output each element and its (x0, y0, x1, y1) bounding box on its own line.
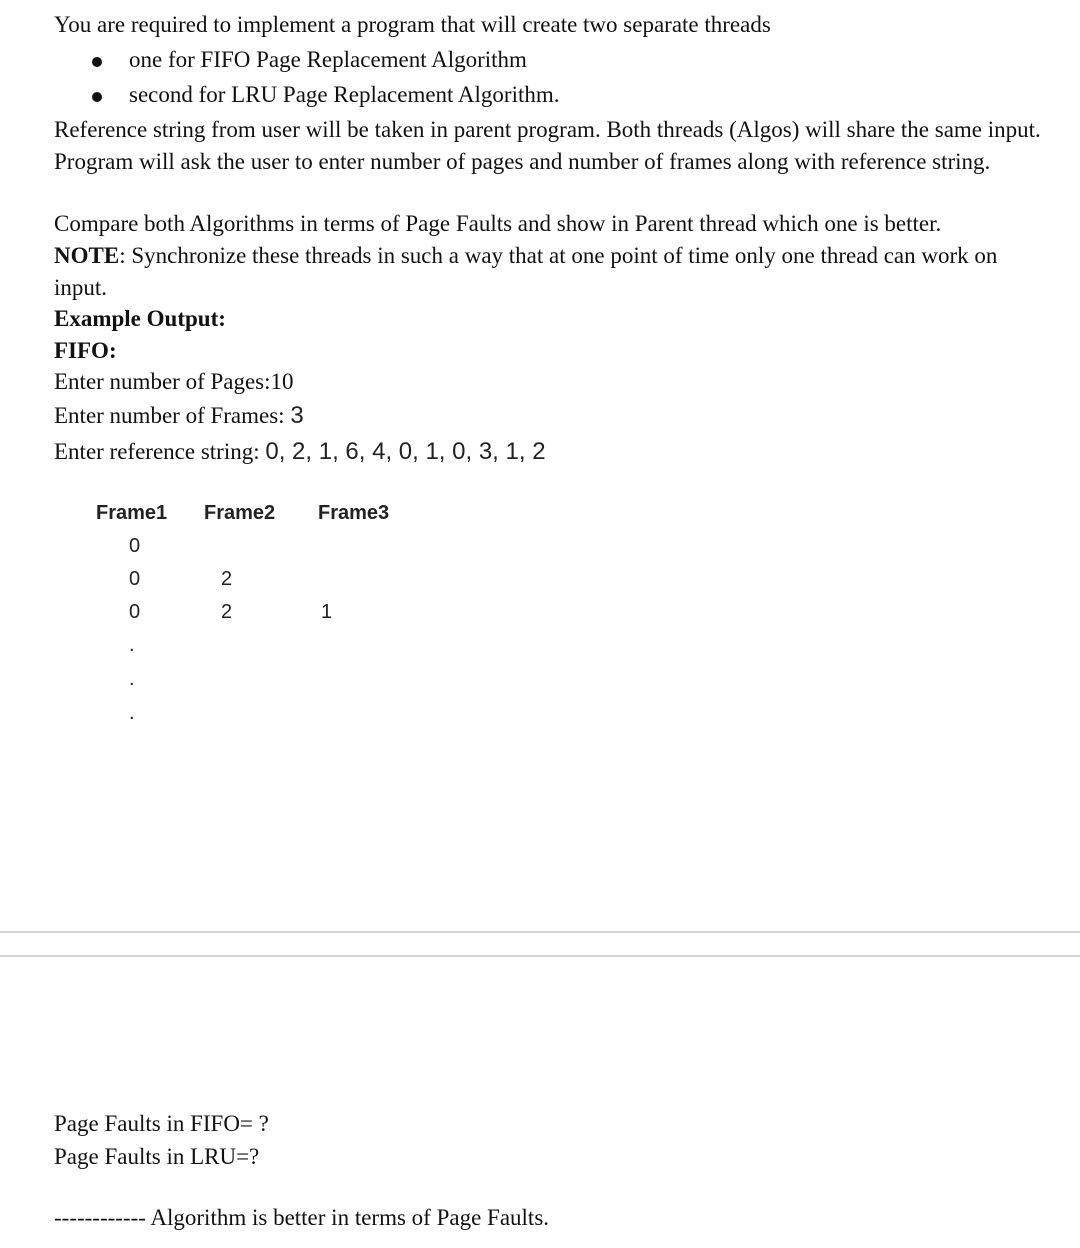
prompt-pages-label: Enter number of Pages: (54, 369, 271, 394)
intro-text: You are required to implement a program that will create two separate threads (54, 12, 771, 37)
example-output-heading: Example Output: (54, 306, 226, 331)
fifo-heading: FIFO: (54, 338, 117, 363)
table-cell: 0 (129, 535, 141, 557)
conclusion-text: Algorithm is better in terms of Page Faults. (145, 1205, 550, 1230)
prompt-frames-label: Enter number of Frames: (54, 403, 291, 428)
paragraph-compare: Compare both Algorithms in terms of Page Faults and show in Parent thread which one is better. (54, 211, 942, 236)
note-label: NOTE (54, 243, 120, 268)
ellipsis-dot: . (129, 702, 135, 724)
prompt-reference-value: 0, 2, 1, 6, 4, 0, 1, 0, 3, 1, 2 (265, 438, 546, 465)
bullet-icon (92, 92, 102, 102)
blank-dashes: ------------ (54, 1205, 146, 1230)
frame2-header: Frame2 (204, 502, 276, 524)
prompt-pages-value: 10 (270, 369, 294, 394)
lru-faults-line: Page Faults in LRU=? (54, 1144, 260, 1169)
frame1-header: Frame1 (96, 502, 168, 524)
table-cell: 2 (221, 601, 233, 623)
note-text: : Synchronize these threads in such a way that at one point of time only one thread can work on input. (54, 243, 998, 300)
bullet-item-lru: second for LRU Page Replacement Algorithm. (129, 82, 560, 107)
fifo-faults-line: Page Faults in FIFO= ? (54, 1111, 269, 1136)
prompt-reference-label: Enter reference string: (54, 439, 266, 464)
frame3-header: Frame3 (318, 502, 390, 524)
table-cell: 1 (321, 601, 333, 623)
conclusion-line (54, 1205, 549, 1231)
bullet-icon (92, 57, 102, 67)
bullet-item-fifo: one for FIFO Page Replacement Algorithm (129, 47, 527, 72)
prompt-reference (54, 438, 546, 466)
ellipsis-dot: . (129, 668, 135, 690)
paragraph-reference-string: Reference string from user will be taken in parent program. Both threads (Algos) will share the same input. Program will ask the user to enter number of pages and number of frames along with reference string. (54, 117, 1041, 174)
divider-line (0, 955, 1080, 957)
ellipsis-dot: . (129, 634, 135, 656)
prompt-frames (54, 402, 304, 430)
prompt-frames-value: 3 (290, 402, 304, 429)
prompt-pages (54, 369, 294, 395)
divider-line (0, 931, 1080, 933)
table-cell: 2 (221, 568, 233, 590)
note-paragraph (54, 240, 1044, 304)
table-cell: 0 (129, 568, 141, 590)
table-cell: 0 (129, 601, 141, 623)
